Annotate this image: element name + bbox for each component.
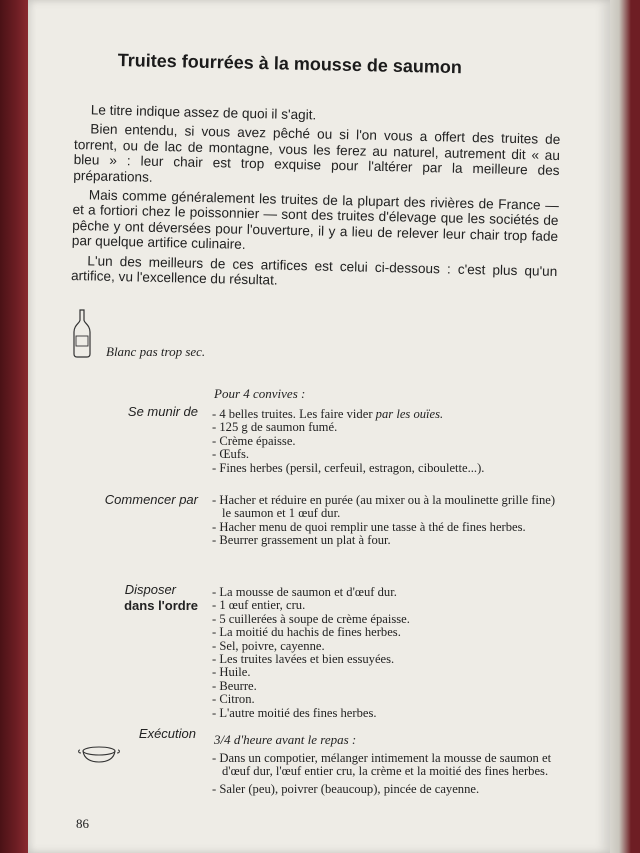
list-item: - Hacher menu de quoi remplir une tasse à thé de fines herbes. bbox=[212, 521, 562, 534]
ingredients-list bbox=[212, 408, 562, 475]
list-item: - La moitié du hachis de fines herbes. bbox=[212, 626, 562, 639]
disposer-label: Disposer bbox=[124, 582, 176, 597]
intro-paragraph: Bien entendu, si vous avez pêché ou si l'on vous a offert des truites de torrent, ou de lac de montagne, vous les ferez au naturel, autrement dit « au bleu » : leur chair est trop exquise pour l'altérer par la meilleure des préparations. bbox=[73, 121, 561, 185]
list-item: - 125 g de saumon fumé. bbox=[212, 421, 562, 434]
commencer-label: Commencer par bbox=[104, 492, 198, 507]
book-spine bbox=[0, 0, 28, 853]
intro-text bbox=[71, 102, 561, 298]
execution-label: Exécution bbox=[138, 726, 196, 741]
intro-paragraph: Mais comme généralement les truites de la plupart des rivières de France — et a fortiori chez le poissonnier — sont des truites d'élevage que les sociétés de pêche y ont déversées pour l'ouverture, il y a lieu de relever leur chair trop fade par quelque artifice culinaire. bbox=[71, 187, 559, 253]
wine-suggestion: Blanc pas trop sec. bbox=[106, 344, 206, 359]
list-item: - Huile. bbox=[212, 666, 562, 679]
intro-paragraph: L'un des meilleurs de ces artifices est celui ci-dessous : c'est plus qu'un artifice, vu l'excellence du résultat. bbox=[70, 252, 558, 288]
list-item: - 1 œuf entier, cru. bbox=[212, 599, 562, 612]
list-item: - Beurre. bbox=[212, 680, 562, 693]
assembly-list bbox=[212, 586, 562, 720]
list-item: - Dans un compotier, mélanger intimement la mousse de saumon et d'œuf dur, l'œuf entier cru, la crème et la moitié des fines herbes. bbox=[212, 752, 562, 779]
list-item: - Sel, poivre, cayenne. bbox=[212, 640, 562, 653]
list-item: - Hacher et réduire en purée (au mixer ou à la moulinette grille fine) le saumon et 1 œuf dur. bbox=[212, 494, 562, 521]
preparation-list bbox=[212, 494, 562, 548]
intro-paragraph: Le titre indique assez de quoi il s'agit. bbox=[90, 102, 317, 123]
ingredient-text: 4 belles truites. Les faire vider bbox=[219, 407, 373, 421]
execution-timing: 3/4 d'heure avant le repas : bbox=[214, 732, 357, 747]
list-item: - Crème épaisse. bbox=[212, 435, 562, 448]
bowl-icon bbox=[78, 744, 120, 766]
list-item: - Saler (peu), poivrer (beaucoup), pincée de cayenne. bbox=[212, 783, 562, 796]
recipe-title: Truites fourrées à la mousse de saumon bbox=[117, 50, 463, 78]
list-item: - Beurrer grassement un plat à four. bbox=[212, 534, 562, 547]
page-number: 86 bbox=[76, 816, 89, 831]
list-item bbox=[212, 408, 562, 421]
guests-count: Pour 4 convives : bbox=[214, 386, 306, 401]
list-item: - Citron. bbox=[212, 693, 562, 706]
se-munir-label: Se munir de bbox=[127, 404, 198, 419]
wine-bottle-icon bbox=[70, 308, 94, 358]
list-item: - 5 cuillerées à soupe de crème épaisse. bbox=[212, 613, 562, 626]
disposer-label-order: dans l'ordre bbox=[124, 598, 198, 613]
list-item: - Fines herbes (persil, cerfeuil, estragon, ciboulette...). bbox=[212, 462, 562, 475]
list-item: - La mousse de saumon et d'œuf dur. bbox=[212, 586, 562, 599]
list-item: - Les truites lavées et bien essuyées. bbox=[212, 653, 562, 666]
execution-list bbox=[212, 752, 562, 796]
list-item: - L'autre moitié des fines herbes. bbox=[212, 707, 562, 720]
page-edge bbox=[610, 0, 640, 853]
ingredient-emphasis: par les ouïes. bbox=[375, 407, 444, 421]
list-item: - Œufs. bbox=[212, 448, 562, 461]
